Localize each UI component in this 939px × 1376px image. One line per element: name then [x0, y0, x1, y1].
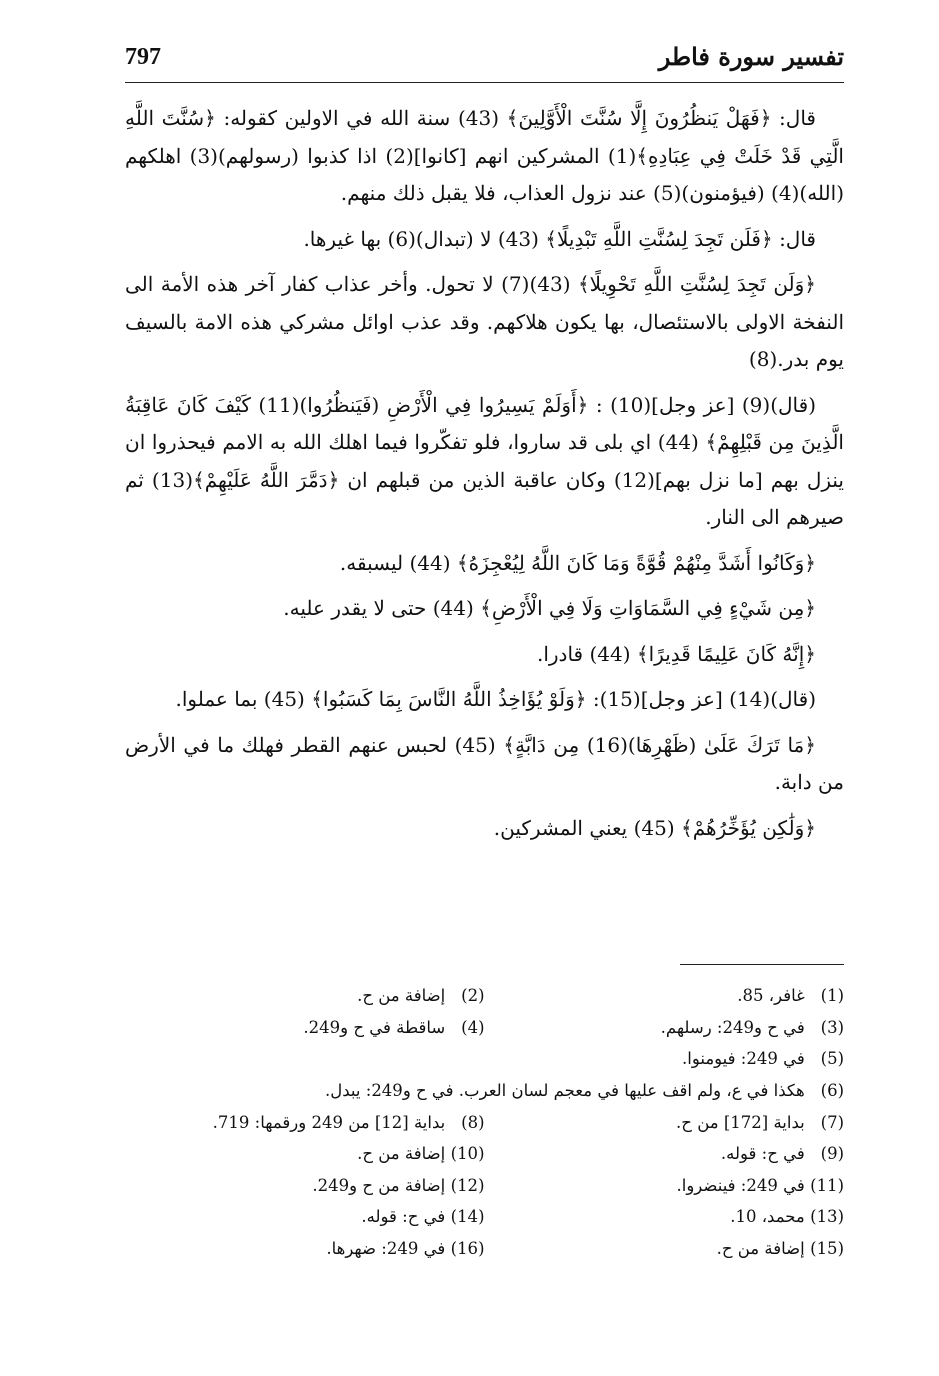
footnote-number: (7)	[820, 1112, 844, 1132]
footnote	[125, 1049, 844, 1068]
footnote	[125, 1081, 844, 1100]
footnote-text: غافر، 85.	[737, 986, 805, 1006]
footnotes	[125, 980, 844, 1264]
footnote	[125, 1176, 485, 1195]
footnote-text: في 249: ضهرها.	[326, 1239, 446, 1259]
footnote	[485, 1176, 845, 1195]
footnote	[485, 1207, 845, 1226]
footnote-number: (6)	[820, 1081, 844, 1101]
footnote	[485, 1239, 845, 1258]
footnote	[125, 1113, 485, 1132]
footnote-number: (16)	[450, 1239, 485, 1259]
paragraph-6: ﴿مِن شَيْءٍ فِي السَّمَاوَاتِ وَلَا فِي الْأَرْضِ﴾ (44) حتى لا يقدر عليه.	[283, 596, 816, 620]
footnote-row	[125, 1201, 844, 1233]
footnote-text: في ح: قوله.	[361, 1207, 446, 1227]
footnote-text: في 249: فيومنوا.	[681, 1049, 805, 1069]
footnote-text: بداية [172] من ح.	[676, 1112, 805, 1132]
footnote-number: (8)	[461, 1112, 485, 1132]
footnote	[485, 1018, 845, 1037]
footnote-number: (5)	[820, 1049, 844, 1069]
footnote	[125, 1239, 485, 1258]
footnote-text: في 249: فينضروا.	[676, 1175, 805, 1195]
footnote-number: (9)	[820, 1144, 844, 1164]
footnote-row	[125, 1043, 844, 1075]
footnote-text: إضافة من ح.	[357, 1144, 446, 1164]
footnote-text: هكذا في ع، ولم اقف عليها في معجم لسان العرب. في ح و249: يبدل.	[325, 1081, 805, 1101]
footnote-number: (10)	[450, 1144, 485, 1164]
footnote-number: (3)	[820, 1017, 844, 1037]
footnote-row	[125, 1233, 844, 1265]
paragraph-7: ﴿إِنَّهُ كَانَ عَلِيمًا قَدِيرًا﴾ (44) قادرا.	[536, 641, 816, 666]
paragraph-2: قال: ﴿فَلَن تَجِدَ لِسُنَّتِ اللَّهِ تَبْدِيلًا﴾ (43) لا (تبدال)(6) بها غيرها.	[303, 226, 816, 251]
paragraph-10: ﴿وَلَٰكِن يُؤَخِّرُهُمْ﴾ (45) يعني المشركين.	[493, 815, 816, 840]
footnote-text: إضافة من ح.	[357, 986, 446, 1006]
footnote-number: (15)	[810, 1239, 844, 1259]
footnote	[125, 1207, 485, 1226]
paragraph-9: ﴿مَا تَرَكَ عَلَىٰ (ظَهْرِهَا)(16) مِن دَابَّةٍ﴾ (45) لحبس عنهم القطر فهلك ما في الأرض من دابة.	[125, 732, 844, 794]
footnote-number: (12)	[450, 1175, 485, 1195]
paragraph-8: (قال)(14) [عز وجل](15): ﴿وَلَوْ يُؤَاخِذُ اللَّهُ النَّاسَ بِمَا كَسَبُوا﴾ (45) بما عملوا.	[175, 687, 816, 711]
footnote-row	[125, 980, 844, 1012]
page-number: 797	[125, 44, 161, 70]
footnote-number: (11)	[810, 1175, 844, 1195]
footnote-row	[125, 1012, 844, 1044]
paragraph-4: (قال)(9) [عز وجل](10) : ﴿أَوَلَمْ يَسِيرُوا فِي الْأَرْضِ (فَيَنظُرُوا)(11) كَيْفَ كَانَ عَاقِبَةُ الَّذِينَ مِن قَبْلِهِمْ﴾ (44) اي بلى قد ساروا، فلو تفكّروا فيما اهلك الله به الامم فيحذروا ان ينزل بهم [ما نزل بهم](12) وكان عاقبة الذين من قبلهم ان ﴿دَمَّرَ اللَّهُ عَلَيْهِمْ﴾(13) ثم صيرهم الى النار.	[125, 392, 845, 529]
main-text	[125, 100, 844, 855]
footnote	[125, 1144, 485, 1163]
footnote	[125, 1018, 485, 1037]
paragraph-5: ﴿وَكَانُوا أَشَدَّ مِنْهُمْ قُوَّةً وَمَا كَانَ اللَّهُ لِيُعْجِزَهُ﴾ (44) ليسبقه.	[339, 550, 816, 575]
footnote-number: (4)	[461, 1017, 485, 1037]
running-title: تفسير سورة فاطر	[658, 42, 844, 71]
footnote	[485, 1113, 845, 1132]
footnote	[125, 986, 485, 1005]
footnote-text: إضافة من ح.	[716, 1239, 805, 1259]
footnote	[485, 1144, 845, 1163]
footnote-row	[125, 1106, 844, 1138]
footnote-number: (1)	[820, 986, 844, 1006]
footnote-number: (13)	[810, 1207, 844, 1227]
paragraph-3: ﴿وَلَن تَجِدَ لِسُنَّتِ اللَّهِ تَحْوِيلًا﴾ (43)(7) لا تحول. وأخر عذاب كفار آخر هذه الأمة الى النفخة الاولى بالاستئصال، بها يكون هلاكهم. وقد عذب اوائل مشركي هذه الامة بالسيف يوم بدر.(8)	[125, 272, 844, 371]
footnote-text: محمد، 10.	[730, 1207, 805, 1227]
footnote-number: (14)	[450, 1207, 485, 1227]
footnote-row	[125, 1138, 844, 1170]
footnote-row	[125, 1075, 844, 1107]
footnote-row	[125, 1170, 844, 1202]
footnote-separator	[680, 964, 844, 965]
page-header	[125, 38, 844, 83]
paragraph-1: قال: ﴿فَهَلْ يَنظُرُونَ إِلَّا سُنَّتَ الْأَوَّلِينَ﴾ (43) سنة الله في الاولين كقوله: ﴿سُنَّتَ اللَّهِ الَّتِي قَدْ خَلَتْ فِي عِبَادِهِ﴾(1) المشركين انهم [كانوا](2) اذا كذبوا (رسولهم)(3) اهلكهم (الله)(4) (فيؤمنون)(5) عند نزول العذاب، فلا يقبل ذلك منهم.	[125, 106, 844, 205]
footnote-text: في ح و249: رسلهم.	[660, 1017, 805, 1037]
footnote-text: إضافة من ح و249.	[312, 1175, 446, 1195]
footnote	[485, 986, 845, 1005]
footnote-number: (2)	[461, 986, 485, 1006]
footnote-text: ساقطة في ح و249.	[303, 1017, 446, 1037]
footnote-text: بداية [12] من 249 ورقمها: 719.	[212, 1112, 446, 1132]
footnote-text: في ح: قوله.	[720, 1144, 805, 1164]
